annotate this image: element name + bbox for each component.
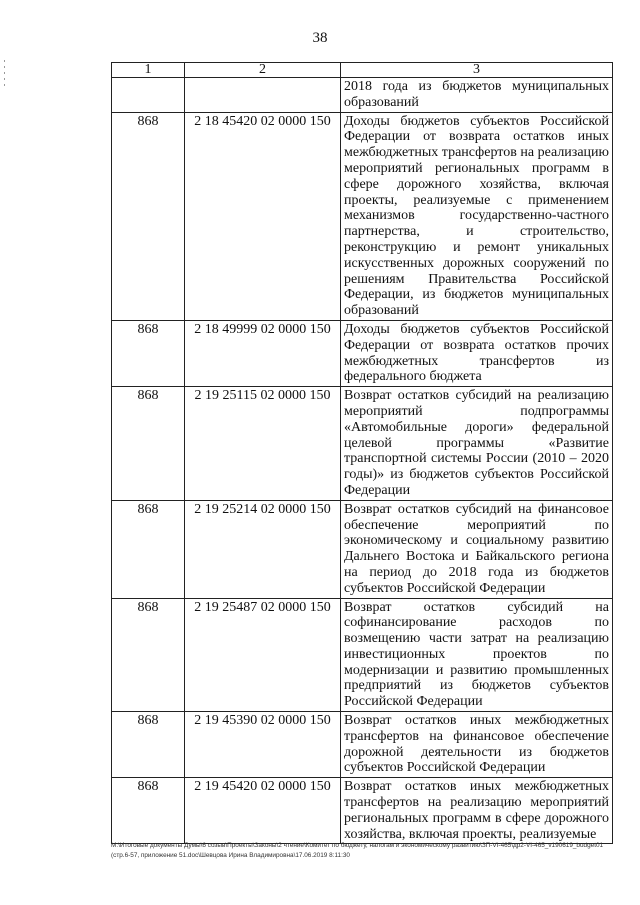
table-row <box>112 778 613 844</box>
table-row <box>112 112 613 320</box>
table-row <box>112 78 613 113</box>
revenue-description-cell: Возврат остатков иных межбюджетных трансфертов на финансовое обеспечение дорожной деятельности из бюджетов субъектов Российской Федерации <box>341 712 613 778</box>
admin-code-cell: 868 <box>112 778 185 844</box>
revenue-description-cell: Возврат остатков субсидий на софинансирование расходов по возмещению части затрат на реализацию инвестиционных проектов по модернизации и развитию промышленных предприятий из бюджетов субъектов Российской Федерации <box>341 598 613 712</box>
revenue-description-cell: Возврат остатков субсидий на финансовое обеспечение мероприятий по экономическому и социальному развитию Дальнего Востока и Байкальского региона на период до 2018 года из бюджетов субъектов Российской Федерации <box>341 500 613 598</box>
revenue-description-cell: 2018 года из бюджетов муниципальных образований <box>341 78 613 113</box>
header-column-1: 1 <box>112 63 185 78</box>
revenue-description-cell: Возврат остатков субсидий на реализацию мероприятий подпрограммы «Автомобильные дороги» федеральной целевой программы «Развитие транспортной системы России (2010 – 2020 годы)» из бюджетов субъектов Российской Федерации <box>341 387 613 501</box>
revenue-description-cell: Доходы бюджетов субъектов Российской Федерации от возврата остатков иных межбюджетных трансфертов на реализацию мероприятий региональных программ в сфере дорожного хозяйства, включая проекты, реализуемые с применением механизмов государственно-частного партнерства, и строительство, реконструкцию и ремонт уникальных искусственных дорожных сооружений по решениям Правительства Российской Федерации, из бюджетов муниципальных образований <box>341 112 613 320</box>
admin-code-cell: 868 <box>112 320 185 386</box>
header-column-3: 3 <box>341 63 613 78</box>
table-row <box>112 712 613 778</box>
revenue-description-cell: Доходы бюджетов субъектов Российской Федерации от возврата остатков прочих межбюджетных трансфертов из федерального бюджета <box>341 320 613 386</box>
table-row <box>112 598 613 712</box>
table-row <box>112 320 613 386</box>
margin-marks <box>4 60 8 90</box>
revenue-code-cell: 2 19 25115 02 0000 150 <box>185 387 341 501</box>
admin-code-cell: 868 <box>112 598 185 712</box>
revenue-code-cell: 2 19 25487 02 0000 150 <box>185 598 341 712</box>
admin-code-cell: 868 <box>112 712 185 778</box>
admin-code-cell: 868 <box>112 387 185 501</box>
revenue-code-cell: 2 18 45420 02 0000 150 <box>185 112 341 320</box>
revenue-code-cell: 2 19 25214 02 0000 150 <box>185 500 341 598</box>
table-row <box>112 387 613 501</box>
revenue-code-cell: 2 18 49999 02 0000 150 <box>185 320 341 386</box>
revenue-code-cell: 2 19 45420 02 0000 150 <box>185 778 341 844</box>
table-header-row <box>112 63 613 78</box>
budget-code-table <box>111 62 613 844</box>
revenue-description-cell: Возврат остатков иных межбюджетных трансфертов на реализацию мероприятий региональных программ в сфере дорожного хозяйства, включая проекты, реализуемые <box>341 778 613 844</box>
file-path-footer: М:\Итоговые документы Думы\6 созыв\Проекты\Законы\2 чтение\Комитет по бюджету, налогам и экономическому развитию\ЗП-VI-465\др2-VI-465_v190619_budget01 (стр.6-57, приложение 51.doc\Шевцова Ирина Владимировна\17.06.2019 8:11:30 <box>111 842 604 859</box>
header-column-2: 2 <box>185 63 341 78</box>
admin-code-cell <box>112 78 185 113</box>
revenue-code-cell <box>185 78 341 113</box>
table-row <box>112 500 613 598</box>
revenue-code-cell: 2 19 45390 02 0000 150 <box>185 712 341 778</box>
admin-code-cell: 868 <box>112 112 185 320</box>
admin-code-cell: 868 <box>112 500 185 598</box>
page-number: 38 <box>312 30 328 46</box>
